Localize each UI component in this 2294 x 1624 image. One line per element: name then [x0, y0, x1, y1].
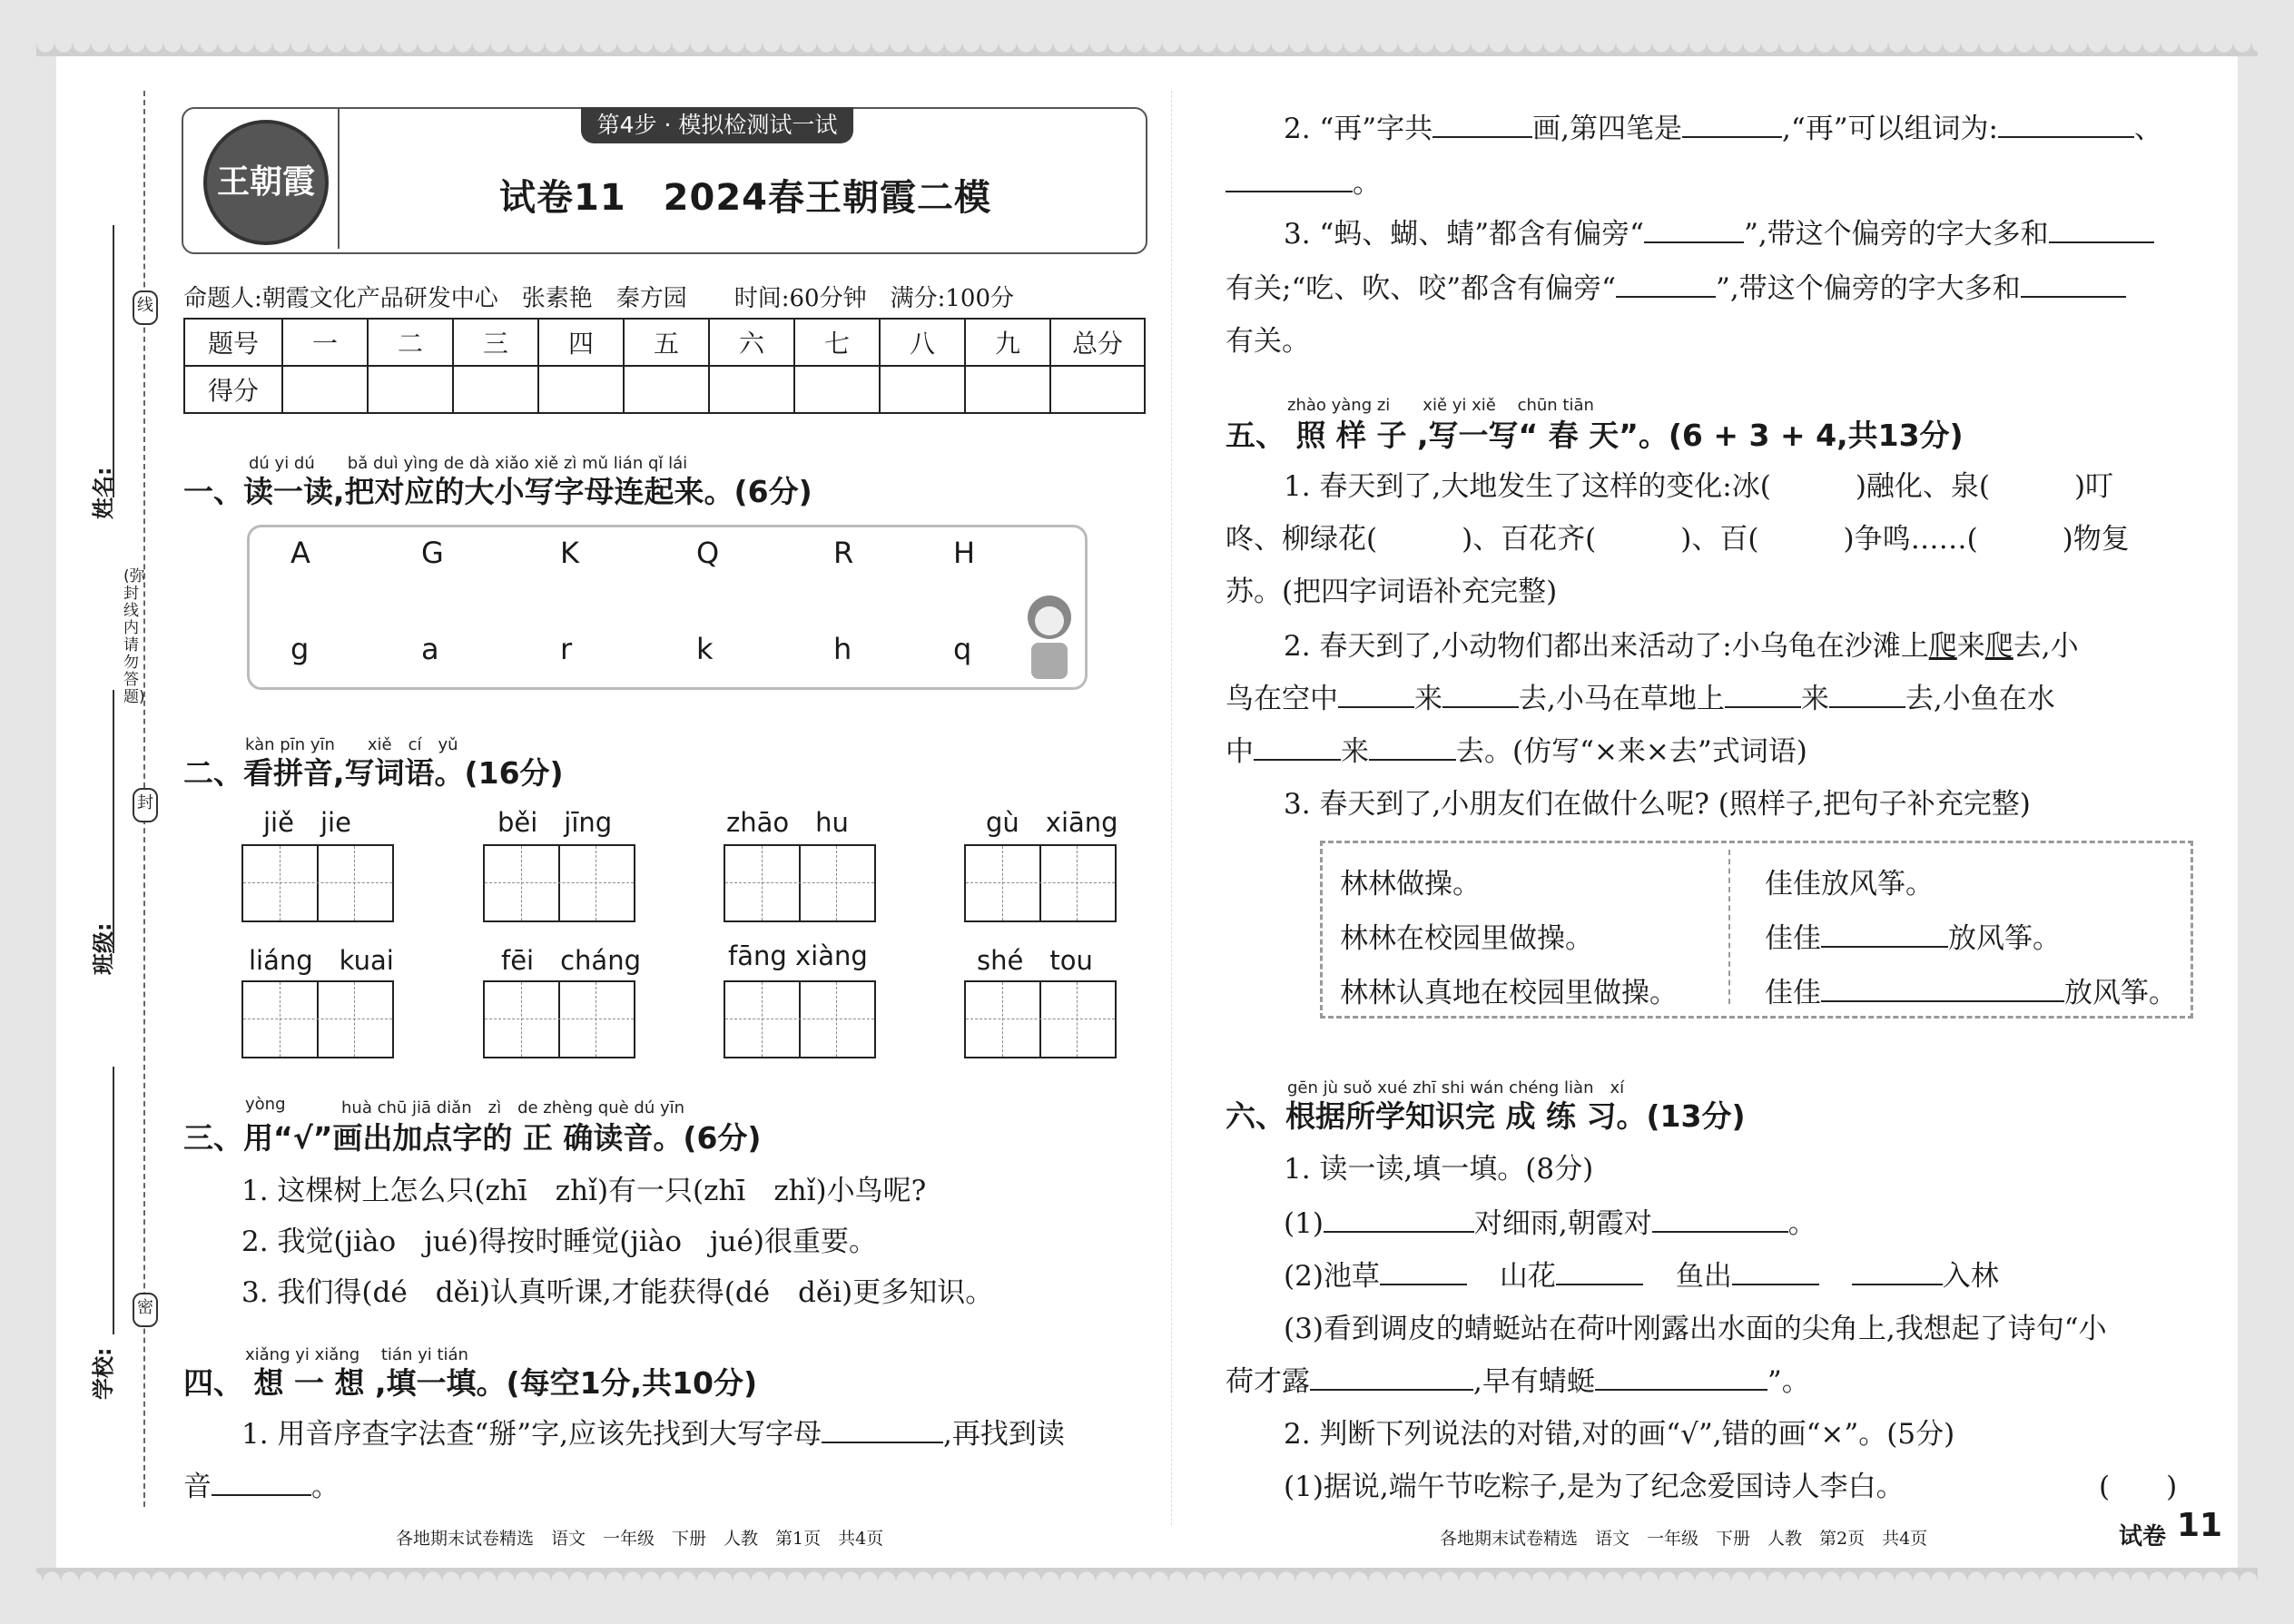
s5-q2-b1: 鸟在空中: [1226, 683, 1338, 715]
answer-blank[interactable]: [1852, 1256, 1943, 1285]
box-right-3: [1765, 969, 2177, 1010]
answer-blank[interactable]: [212, 1467, 311, 1496]
answer-blank[interactable]: [1226, 163, 1353, 192]
s5-q2-pa: 爬: [1928, 630, 1957, 663]
s4-q2-text-c: ,“再”可以组词为:: [1782, 113, 1998, 145]
answer-blank[interactable]: [1254, 732, 1341, 761]
score-blank[interactable]: [794, 366, 880, 413]
box-right-2-a: 佳佳: [1765, 922, 1821, 955]
pinyin-word: jiě jie: [263, 807, 351, 838]
footer-tag: 试卷: [2119, 1523, 2167, 1550]
score-cell: 一: [282, 319, 368, 366]
s4-q1-line2: [183, 1463, 340, 1504]
footer-left: 各地期末试卷精选 语文 一年级 下册 人教 第1页 共4页: [396, 1529, 884, 1549]
pinyin-word: liáng kuai: [249, 945, 394, 976]
box-right-2: [1765, 915, 2061, 956]
s6-p2-d: 入林: [1942, 1260, 1999, 1293]
answer-blank[interactable]: [2049, 214, 2154, 243]
answer-blank[interactable]: [1556, 1256, 1643, 1285]
score-table: [183, 318, 1146, 414]
tianzige-grid[interactable]: [964, 980, 1117, 1058]
score-cell: 总分: [1050, 319, 1145, 366]
score-cell: 三: [453, 319, 538, 366]
s4-q1-line1: [241, 1411, 1065, 1452]
s5-q2-c1: 中: [1226, 735, 1254, 768]
score-blank[interactable]: [282, 366, 368, 413]
answer-blank[interactable]: [1725, 679, 1801, 708]
s6-p2-c: 鱼出: [1675, 1260, 1732, 1293]
answer-blank[interactable]: [1732, 1256, 1819, 1285]
answer-blank[interactable]: [1369, 732, 1456, 761]
tianzige-grid[interactable]: [483, 980, 635, 1058]
upper-letter[interactable]: G: [421, 536, 444, 570]
s4-q2-text-b: 画,第四笔是: [1532, 113, 1682, 145]
tianzige-grid[interactable]: [241, 980, 394, 1058]
s4-q2-text-a: 2. “再”字共: [1284, 113, 1433, 145]
upper-letter[interactable]: R: [833, 536, 854, 570]
s3-title: 三、用“√”画出加点字的 正 确读音。(6分): [183, 1120, 762, 1156]
s4-pinyin: xiǎng yi xiǎng tián yi tián: [245, 1345, 468, 1364]
s4-q3-line3: 有关。: [1226, 325, 1310, 358]
score-cell: 八: [880, 319, 965, 366]
s4-q3-line1: [1284, 211, 2154, 251]
s5-q2-line1: [1284, 623, 2079, 664]
binding-feng: 封: [133, 788, 158, 822]
answer-blank[interactable]: [1380, 1256, 1467, 1285]
box-right-3-b: 放风筝。: [2064, 977, 2177, 1009]
lower-letter[interactable]: q: [953, 632, 972, 666]
s6-j1: (1)据说,端午节吃粽子,是为了纪念爱国诗人李白。: [1284, 1471, 1905, 1503]
example-box-divider: [1728, 850, 1730, 1004]
answer-blank[interactable]: [1616, 269, 1716, 298]
pinyin-word: shé tou: [977, 945, 1093, 976]
s4-q1-text-a: 1. 用音序查字法查“掰”字,应该先找到大写字母: [241, 1418, 822, 1451]
s6-j1-answer[interactable]: ( ): [2099, 1471, 2178, 1503]
s6-p3-line1: (3)看到调皮的蜻蜓站在荷叶刚露出水面的尖角上,我想起了诗句“小: [1284, 1313, 2107, 1345]
s6-p3-b: 荷才露: [1226, 1365, 1310, 1398]
answer-blank[interactable]: [1998, 109, 2134, 138]
score-cell: 九: [965, 319, 1050, 366]
score-blank[interactable]: [368, 366, 453, 413]
upper-letter[interactable]: H: [953, 536, 976, 570]
s6-p1-c: 。: [1787, 1207, 1816, 1240]
score-blank[interactable]: [965, 366, 1050, 413]
s6-p3-c: ,早有蜻蜓: [1473, 1365, 1595, 1398]
binding-mi: 密: [133, 1293, 158, 1327]
lower-letter[interactable]: h: [833, 632, 852, 666]
answer-blank[interactable]: [1821, 973, 2064, 1002]
s5-q2-lai: 来: [1956, 630, 1985, 663]
tianzige-grid[interactable]: [724, 980, 876, 1058]
s5-q2-b3: 去,小马在草地上: [1519, 683, 1725, 715]
s5-q2-line2: [1226, 675, 2055, 716]
s5-q1-line2: 咚、柳绿花( )、百花齐( )、百( )争鸣……( )物复: [1226, 523, 2130, 556]
box-left-2: 林林在校园里做操。: [1340, 922, 1593, 955]
lower-letter[interactable]: k: [696, 632, 714, 666]
class-label: 班级:: [91, 922, 116, 975]
s4-q2-line2: [1226, 160, 1381, 201]
answer-blank[interactable]: [822, 1414, 943, 1443]
answer-blank[interactable]: [1644, 214, 1744, 243]
step-badge: 第4步 · 模拟检测试一试: [581, 107, 853, 143]
score-blank[interactable]: [624, 366, 709, 413]
footer-right: 各地期末试卷精选 语文 一年级 下册 人教 第2页 共4页: [1440, 1529, 1928, 1549]
s3-pinyin-b: huà chū jiā diǎn zì de zhèng què dú yīn: [341, 1098, 685, 1117]
answer-blank[interactable]: [1433, 109, 1532, 138]
s4-q3-text-c: 有关;“吃、吹、咬”都含有偏旁“: [1226, 272, 1616, 305]
s4-q3-text-a: 3. “蚂、蝴、蜻”都含有偏旁“: [1284, 218, 1644, 251]
answer-blank[interactable]: [1324, 1204, 1474, 1233]
lower-letter[interactable]: r: [560, 632, 573, 666]
answer-blank[interactable]: [1829, 679, 1905, 708]
answer-blank[interactable]: [1652, 1204, 1788, 1233]
s5-q2-b5: 去,小鱼在水: [1905, 683, 2055, 715]
footer-num: 11: [2177, 1507, 2223, 1544]
binding-note: (弥封线内请勿答题): [123, 567, 145, 706]
score-cell: 四: [538, 319, 624, 366]
box-right-1: 佳佳放风筝。: [1765, 868, 1934, 901]
s4-q1-text-d: 。: [311, 1471, 340, 1503]
s6-p2-b: 山花: [1499, 1260, 1556, 1293]
s4-q1-text-c: 音: [183, 1471, 212, 1503]
school-label: 学校:: [91, 1347, 116, 1400]
s2-title: 二、看拼音,写词语。(16分): [183, 755, 564, 791]
top-wave-border: [36, 44, 2258, 56]
s5-q2-text-a: 2. 春天到了,小动物们都出来活动了:小乌龟在沙滩上: [1284, 630, 1929, 663]
header-divider: [338, 109, 340, 249]
s4-q2-line1: [1284, 105, 2162, 146]
lower-letter[interactable]: a: [421, 632, 439, 666]
score-row-values: [184, 366, 1145, 413]
page-divider: [1171, 91, 1172, 1525]
s4-q1-text-b: ,再找到读: [942, 1418, 1065, 1451]
score-blank[interactable]: [880, 366, 965, 413]
s5-q2-c3: 去。(仿写“×来×去”式词语): [1456, 735, 1807, 768]
answer-blank[interactable]: [1821, 919, 1948, 948]
score-blank[interactable]: [1050, 366, 1145, 413]
logo-text: 王朝霞: [216, 163, 315, 201]
s3-q2: 2. 我觉(jiào jué)得按时睡觉(jiào jué)很重要。: [241, 1225, 877, 1258]
s4-q3-text-b: ”,带这个偏旁的字大多和: [1743, 218, 2049, 251]
score-cell: 题号: [184, 319, 282, 366]
answer-blank[interactable]: [1595, 1362, 1767, 1391]
tianzige-grid[interactable]: [724, 844, 876, 922]
s3-q1: 1. 这棵树上怎么只(zhī zhǐ)有一只(zhī zhǐ)小鸟呢?: [241, 1175, 927, 1207]
answer-blank[interactable]: [1338, 679, 1414, 708]
score-cell: 得分: [184, 366, 282, 413]
answer-blank[interactable]: [1442, 679, 1519, 708]
bottom-wave-border: [36, 1568, 2258, 1580]
s6-p1-b: 对细雨,朝霞对: [1473, 1207, 1652, 1240]
s4-title: 四、 想 一 想 ,填一填。(每空1分,共10分): [183, 1365, 758, 1401]
s6-p3-d: ”。: [1767, 1365, 1810, 1398]
upper-letter[interactable]: A: [290, 536, 310, 570]
s5-q2-pa-2: 爬: [1984, 630, 2013, 663]
binding-xian: 线: [133, 290, 158, 325]
s3-q3: 3. 我们得(dé děi)认真听课,才能获得(dé děi)更多知识。: [241, 1276, 994, 1309]
girl-illustration: [1013, 590, 1086, 684]
score-row-header: [184, 319, 1145, 366]
box-right-2-b: 放风筝。: [1948, 922, 2061, 955]
s5-q2-b2: 来: [1414, 683, 1442, 715]
score-cell: 七: [794, 319, 880, 366]
paper-meta: 命题人:朝霞文化产品研发中心 张素艳 秦方园 时间:60分钟 满分:100分: [183, 285, 1014, 312]
s4-q3-line2: [1226, 265, 2126, 306]
pinyin-word: fēi cháng: [501, 945, 641, 976]
s6-title: 六、根据所学知识完 成 练 习。(13分): [1226, 1098, 1746, 1134]
s2-pinyin: kàn pīn yīn xiě cí yǔ: [245, 735, 458, 754]
paper-title: 试卷11 2024春王朝霞二模: [499, 177, 991, 219]
tianzige-grid[interactable]: [964, 844, 1117, 922]
s1-title: 一、读一读,把对应的大小写字母连起来。(6分): [183, 474, 812, 509]
answer-blank[interactable]: [2021, 269, 2126, 298]
tianzige-grid[interactable]: [483, 844, 635, 922]
score-blank[interactable]: [709, 366, 794, 413]
upper-letter[interactable]: Q: [696, 536, 720, 570]
s6-p1-a: (1): [1284, 1207, 1324, 1240]
brand-logo: [203, 120, 329, 245]
score-blank[interactable]: [538, 366, 624, 413]
s4-q2-text-e: 。: [1353, 167, 1381, 200]
s5-q2-c2: 来: [1341, 735, 1369, 768]
s6-p1: [1284, 1200, 1816, 1241]
s6-q1: 1. 读一读,填一填。(8分): [1284, 1153, 1594, 1186]
s6-p3-line2: [1226, 1358, 1810, 1399]
s1-pinyin: dú yi dú bǎ duì yìng de dà xiǎo xiě zì mǔ lián qǐ lái: [249, 454, 688, 473]
pinyin-word: zhāo hu: [726, 807, 849, 838]
s6-q2: 2. 判断下列说法的对错,对的画“√”,错的画“×”。(5分): [1284, 1418, 1955, 1451]
s6-p2-a: (2)池草: [1284, 1260, 1380, 1293]
box-left-3: 林林认真地在校园里做操。: [1340, 977, 1678, 1009]
s5-q2-qu: 去,小: [2013, 630, 2079, 663]
tianzige-grid[interactable]: [241, 844, 394, 922]
answer-blank[interactable]: [1310, 1362, 1473, 1391]
s6-pinyin: gēn jù suǒ xué zhī shi wán chéng liàn xí: [1287, 1078, 1625, 1097]
s5-q3: 3. 春天到了,小朋友们在做什么呢? (照样子,把句子补充完整): [1284, 788, 2031, 821]
answer-blank[interactable]: [1682, 109, 1782, 138]
pinyin-word: fāng xiàng: [728, 940, 868, 971]
score-cell: 五: [624, 319, 709, 366]
s4-q2-text-d: 、: [2134, 113, 2162, 145]
pinyin-word: běi jīng: [497, 807, 613, 838]
s5-pinyin: zhào yàng zi xiě yi xiě chūn tiān: [1287, 396, 1594, 415]
score-cell: 二: [368, 319, 453, 366]
box-right-3-a: 佳佳: [1765, 977, 1821, 1009]
s5-q1-line3: 苏。(把四字词语补充完整): [1226, 576, 1558, 608]
pinyin-word: gù xiāng: [986, 807, 1118, 838]
school-line: [113, 1067, 114, 1334]
box-left-1: 林林做操。: [1340, 868, 1481, 901]
s3-pinyin-a: yòng: [245, 1095, 286, 1114]
score-blank[interactable]: [453, 366, 538, 413]
s5-q1-line1: 1. 春天到了,大地发生了这样的变化:冰( )融化、泉( )叮: [1284, 470, 2114, 503]
s5-q2-b4: 来: [1800, 683, 1829, 715]
s5-title: 五、 照 样 子 ,写一写“ 春 天”。(6 + 3 + 4,共13分): [1226, 418, 1964, 453]
score-cell: 六: [709, 319, 794, 366]
name-label: 姓名:: [91, 467, 116, 519]
upper-letter[interactable]: K: [560, 536, 579, 570]
s5-q2-line3: [1226, 728, 1807, 769]
s4-q3-text-d: ”,带这个偏旁的字大多和: [1716, 272, 2021, 305]
s6-p2: [1284, 1253, 1999, 1294]
lower-letter[interactable]: g: [290, 632, 310, 666]
